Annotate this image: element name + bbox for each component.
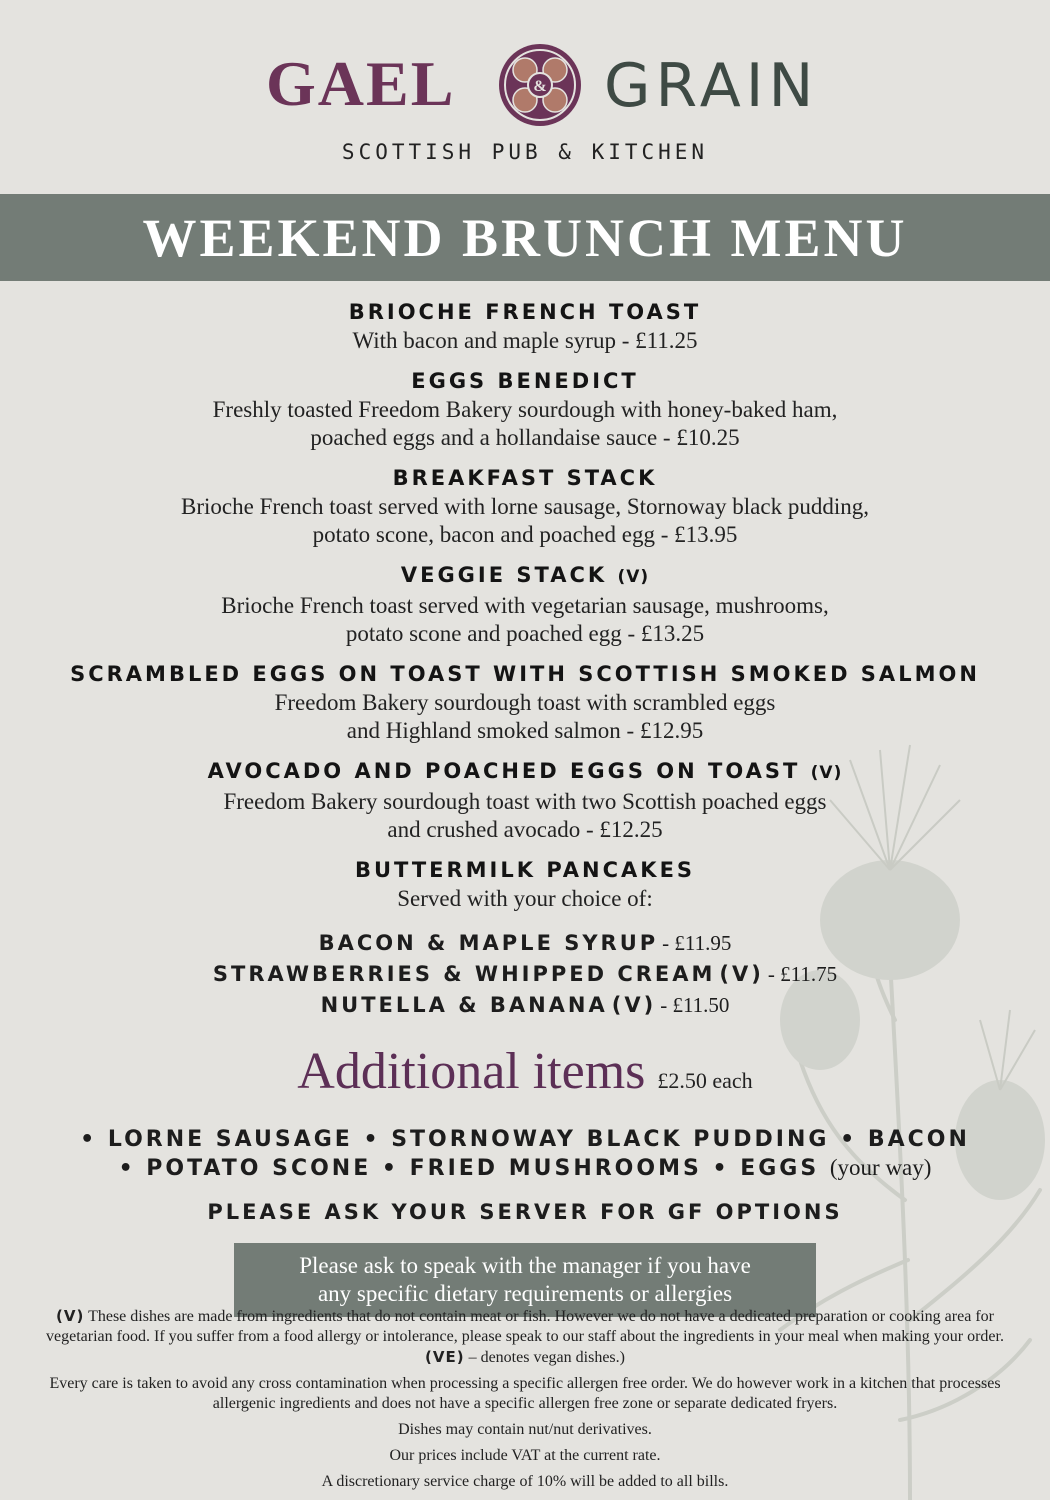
extras-line: • LORNE SAUSAGE • STORNOWAY BLACK PUDDING • BACON — [80, 1127, 970, 1152]
menu-item-desc: Freedom Bakery sourdough toast with scrambled eggs — [274, 690, 776, 715]
menu-item-name: BUTTERMILK PANCAKES — [354, 858, 696, 882]
extras-list — [0, 1126, 1050, 1183]
menu-item-name: BRIOCHE FRENCH TOAST — [348, 300, 702, 324]
menu-item — [0, 856, 1050, 913]
service-charge-note: A discretionary service charge of 10% will be added to all bills. — [321, 1473, 729, 1490]
menu-item-title: AVOCADO AND POACHED EGGS ON TOAST — [207, 759, 801, 783]
menu-item-desc: poached eggs and a hollandaise sauce - £10.25 — [310, 425, 740, 450]
menu-item-name: EGGS BENEDICT — [411, 369, 639, 393]
page-title: WEEKEND BRUNCH MENU — [142, 207, 908, 268]
pancake-option — [0, 960, 1050, 991]
menu-item-desc: potato scone, bacon and poached egg - £13.95 — [312, 522, 738, 547]
menu-item — [0, 298, 1050, 355]
logo-emblem-text: & — [533, 78, 547, 95]
title-banner — [0, 194, 1050, 281]
option-name: NUTELLA & BANANA — [320, 993, 608, 1017]
extras-note: (your way) — [829, 1155, 932, 1180]
menu-item-desc: Freedom Bakery sourdough toast with two Scottish poached eggs — [223, 789, 827, 814]
menu-item-desc: potato scone and poached egg - £13.25 — [345, 621, 705, 646]
option-price: - £11.75 — [767, 962, 838, 986]
gf-options-note: PLEASE ASK YOUR SERVER FOR GF OPTIONS — [207, 1200, 843, 1224]
allergy-notice-line: Please ask to speak with the manager if you have — [299, 1253, 751, 1278]
additional-price: £2.50 each — [657, 1068, 753, 1093]
vegetarian-tag: (V) — [611, 993, 657, 1017]
vegetarian-disclaimer — [40, 1306, 1010, 1368]
menu-item — [0, 757, 1050, 844]
menu-item-name — [0, 561, 1050, 592]
brand-name-left: GAEL — [266, 48, 456, 119]
vat-note: Our prices include VAT at the current rate. — [389, 1447, 661, 1464]
logo-emblem-icon — [497, 42, 583, 128]
menu-item-desc: and crushed avocado - £12.25 — [387, 817, 663, 842]
brand-name-right: GRAIN — [604, 51, 819, 121]
additional-title: Additional items — [297, 1043, 646, 1100]
menu-item — [0, 660, 1050, 745]
vegetarian-tag: (V) — [719, 962, 764, 986]
menu-list — [0, 298, 1050, 1317]
ve-text: – denotes vegan dishes.) — [468, 1349, 625, 1366]
option-price: - £11.95 — [662, 931, 732, 955]
pancake-option — [0, 929, 1050, 960]
menu-item-title: VEGGIE STACK — [400, 563, 608, 587]
tagline: SCOTTISH PUB & KITCHEN — [341, 140, 709, 164]
footer-notes — [40, 1306, 1010, 1498]
menu-item-name — [0, 757, 1050, 788]
allergy-notice — [255, 1252, 795, 1308]
v-tag: (V) — [56, 1307, 85, 1325]
cross-contamination-note: Every care is taken to avoid any cross contamination when processing a specific allergen free order. We do however work in a kitchen that processes allergenic ingredients and does not have a specific allergen free zone or separate dedicated fryers. — [49, 1375, 1001, 1412]
option-name: STRAWBERRIES & WHIPPED CREAM — [212, 962, 716, 986]
menu-item-desc: Served with your choice of: — [397, 886, 653, 911]
menu-item-desc: Brioche French toast served with lorne sausage, Stornoway black pudding, — [181, 494, 869, 519]
vegetarian-tag: (V) — [810, 763, 843, 783]
option-name: BACON & MAPLE SYRUP — [318, 931, 659, 955]
menu-item-desc: With bacon and maple syrup - £11.25 — [352, 328, 698, 353]
v-text: These dishes are made from ingredients that do not contain meat or fish. However we do not have a dedicated preparation or cooking area for vegetarian food. If you suffer from a food allergy or intolerance, please speak to our staff about the ingredients in your meal when making your order. — [46, 1308, 1004, 1345]
pancake-options — [0, 929, 1050, 1022]
menu-item — [0, 561, 1050, 648]
ve-tag: (VE) — [425, 1348, 465, 1366]
menu-item-desc: and Highland smoked salmon - £12.95 — [346, 718, 704, 743]
additional-items-heading — [0, 1042, 1050, 1114]
menu-item-name: BREAKFAST STACK — [392, 466, 658, 490]
pancake-option — [0, 991, 1050, 1022]
option-price: - £11.50 — [660, 993, 730, 1017]
nut-note: Dishes may contain nut/nut derivatives. — [398, 1421, 652, 1438]
allergy-notice-line: any specific dietary requirements or allergies — [317, 1281, 733, 1306]
extras-line-text: • POTATO SCONE • FRIED MUSHROOMS • EGGS — [118, 1156, 820, 1181]
menu-item — [0, 464, 1050, 549]
menu-item-name: SCRAMBLED EGGS ON TOAST WITH SCOTTISH SMOKED SALMON — [70, 662, 980, 686]
vegetarian-tag: (V) — [617, 567, 650, 587]
menu-item — [0, 367, 1050, 452]
extras-line — [0, 1154, 1050, 1183]
menu-item-desc: Freshly toasted Freedom Bakery sourdough with honey-baked ham, — [212, 397, 838, 422]
menu-item-desc: Brioche French toast served with vegetarian sausage, mushrooms, — [221, 593, 829, 618]
